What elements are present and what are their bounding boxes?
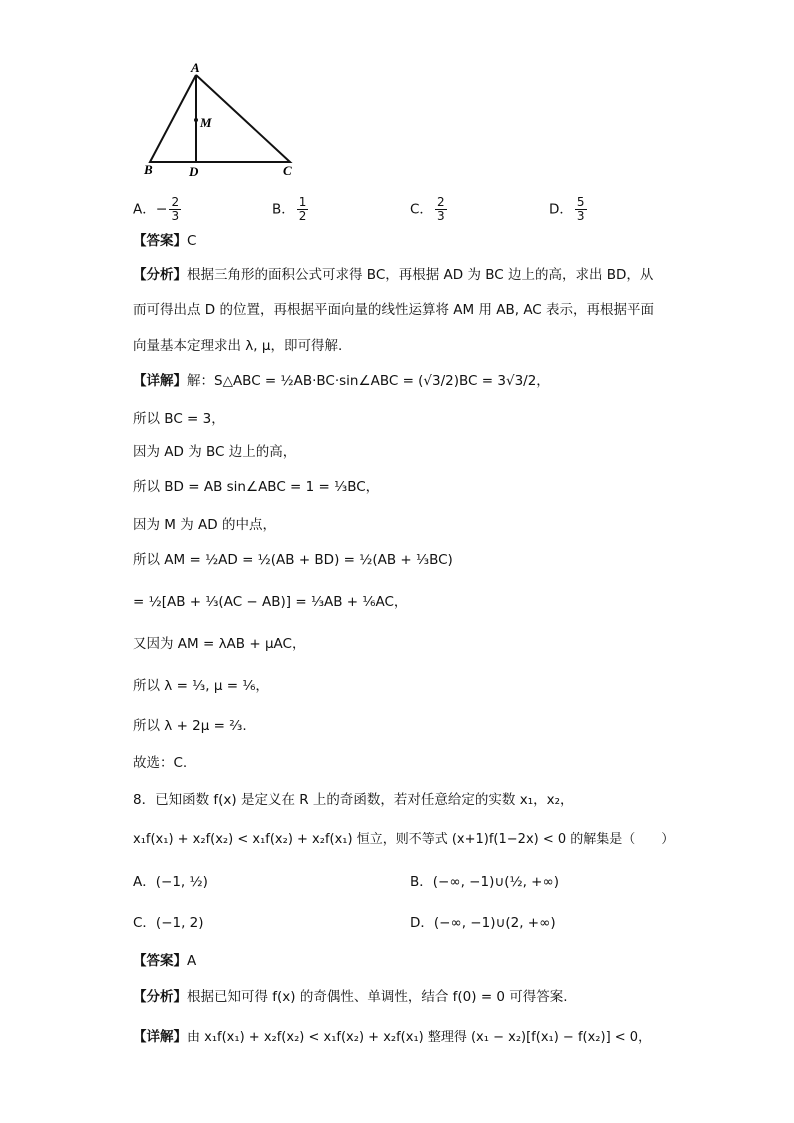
q7-detail-line-7: = ½[AB + ⅓(AC − AB)] = ⅓AB + ⅙AC，: [133, 594, 408, 610]
q7-analysis-line-2: 而可得出点 D 的位置，再根据平面向量的线性运算将 AM 用 AB, AC 表示，再根据平面: [133, 302, 655, 318]
option-label: D．: [549, 201, 573, 218]
denominator: 3: [171, 209, 180, 223]
q7-option-a: [133, 196, 183, 223]
q7-option-b: [272, 196, 310, 223]
detail-tag: 【详解】: [133, 1029, 187, 1045]
analysis-text: 根据三角形的面积公式可求得 BC，再根据 AD 为 BC 边上的高，求出 BD，从: [187, 267, 654, 283]
q7-option-d: [549, 196, 589, 223]
numerator: 2: [436, 195, 445, 209]
q7-detail-line-4: 所以 BD = AB sin∠ABC = 1 = ⅓BC，: [133, 479, 380, 495]
q8-stem-line-2: x₁f(x₁) + x₂f(x₂) < x₁f(x₂) + x₂f(x₁) 恒立，则不等式 (x+1)f(1−2x) < 0 的解集是（ ）: [133, 832, 675, 847]
option-fraction: [435, 196, 447, 223]
q7-detail-line-10: 所以 λ + 2μ = ⅔.: [133, 718, 247, 734]
numerator: 2: [171, 195, 180, 209]
analysis-tag: 【分析】: [133, 267, 187, 283]
q7-detail-line-2: 所以 BC = 3，: [133, 411, 225, 427]
option-sign: −: [155, 201, 168, 218]
label-c: C: [283, 163, 292, 178]
q7-detail-line-3: 因为 AD 为 BC 边上的高，: [133, 444, 297, 460]
answer-value: A: [187, 953, 197, 969]
option-fraction: [169, 196, 181, 223]
triangle-sides: [150, 75, 290, 162]
midpoint-m-dot: [194, 118, 198, 122]
answer-value: C: [187, 233, 197, 249]
q8-answer: [133, 951, 196, 971]
detail-text: 由 x₁f(x₁) + x₂f(x₂) < x₁f(x₂) + x₂f(x₁) 整理得 (x₁ − x₂)[f(x₁) − f(x₂)] < 0，: [187, 1030, 652, 1045]
denominator: 3: [576, 209, 585, 223]
numerator: 1: [298, 195, 307, 209]
q7-detail-line-6: 所以 AM = ½AD = ½(AB + BD) = ½(AB + ⅓BC): [133, 552, 453, 568]
triangle-figure: [140, 62, 310, 182]
q8-option-b: B．(−∞, −1)∪(½, +∞): [410, 874, 559, 890]
q7-detail-line-5: 因为 M 为 AD 的中点，: [133, 517, 276, 533]
numerator: 5: [576, 195, 585, 209]
q8-stem-line-1: 8．已知函数 f(x) 是定义在 R 上的奇函数，若对任意给定的实数 x₁，x₂，: [133, 792, 574, 808]
analysis-tag: 【分析】: [133, 989, 187, 1005]
detail-text: 解：S△ABC = ½AB·BC·sin∠ABC = (√3/2)BC = 3√3/2，: [187, 373, 550, 389]
q7-option-c: [410, 196, 449, 223]
label-d: D: [189, 164, 199, 179]
q8-analysis: [133, 987, 568, 1007]
option-label: C．: [410, 201, 433, 218]
option-fraction: [297, 196, 309, 223]
analysis-text: 根据已知可得 f(x) 的奇偶性、单调性，结合 f(0) = 0 可得答案.: [187, 989, 568, 1005]
answer-tag: 【答案】: [133, 953, 187, 969]
q7-detail-line-1: [133, 371, 550, 391]
answer-tag: 【答案】: [133, 233, 187, 249]
q7-detail-line-9: 所以 λ = ⅓, μ = ⅙，: [133, 678, 269, 694]
q7-analysis-line-3: 向量基本定理求出 λ, μ，即可得解.: [133, 338, 343, 354]
q7-detail-line-8: 又因为 AM = λAB + μAC，: [133, 636, 306, 652]
q7-choose: 故选：C.: [133, 755, 188, 771]
q7-analysis-line-1: [133, 265, 653, 285]
option-fraction: [575, 196, 587, 223]
q8-detail: [133, 1027, 651, 1048]
label-b: B: [144, 162, 153, 177]
q8-option-c: C．(−1, 2): [133, 915, 204, 931]
q8-option-d: D．(−∞, −1)∪(2, +∞): [410, 915, 556, 931]
label-a: A: [191, 62, 200, 75]
option-label: B．: [272, 201, 295, 218]
denominator: 3: [436, 209, 445, 223]
q8-option-a: A．(−1, ½): [133, 874, 208, 890]
option-label: A．: [133, 201, 156, 218]
q7-answer: [133, 231, 196, 251]
label-m: M: [200, 115, 212, 130]
detail-tag: 【详解】: [133, 373, 187, 389]
denominator: 2: [298, 209, 307, 223]
